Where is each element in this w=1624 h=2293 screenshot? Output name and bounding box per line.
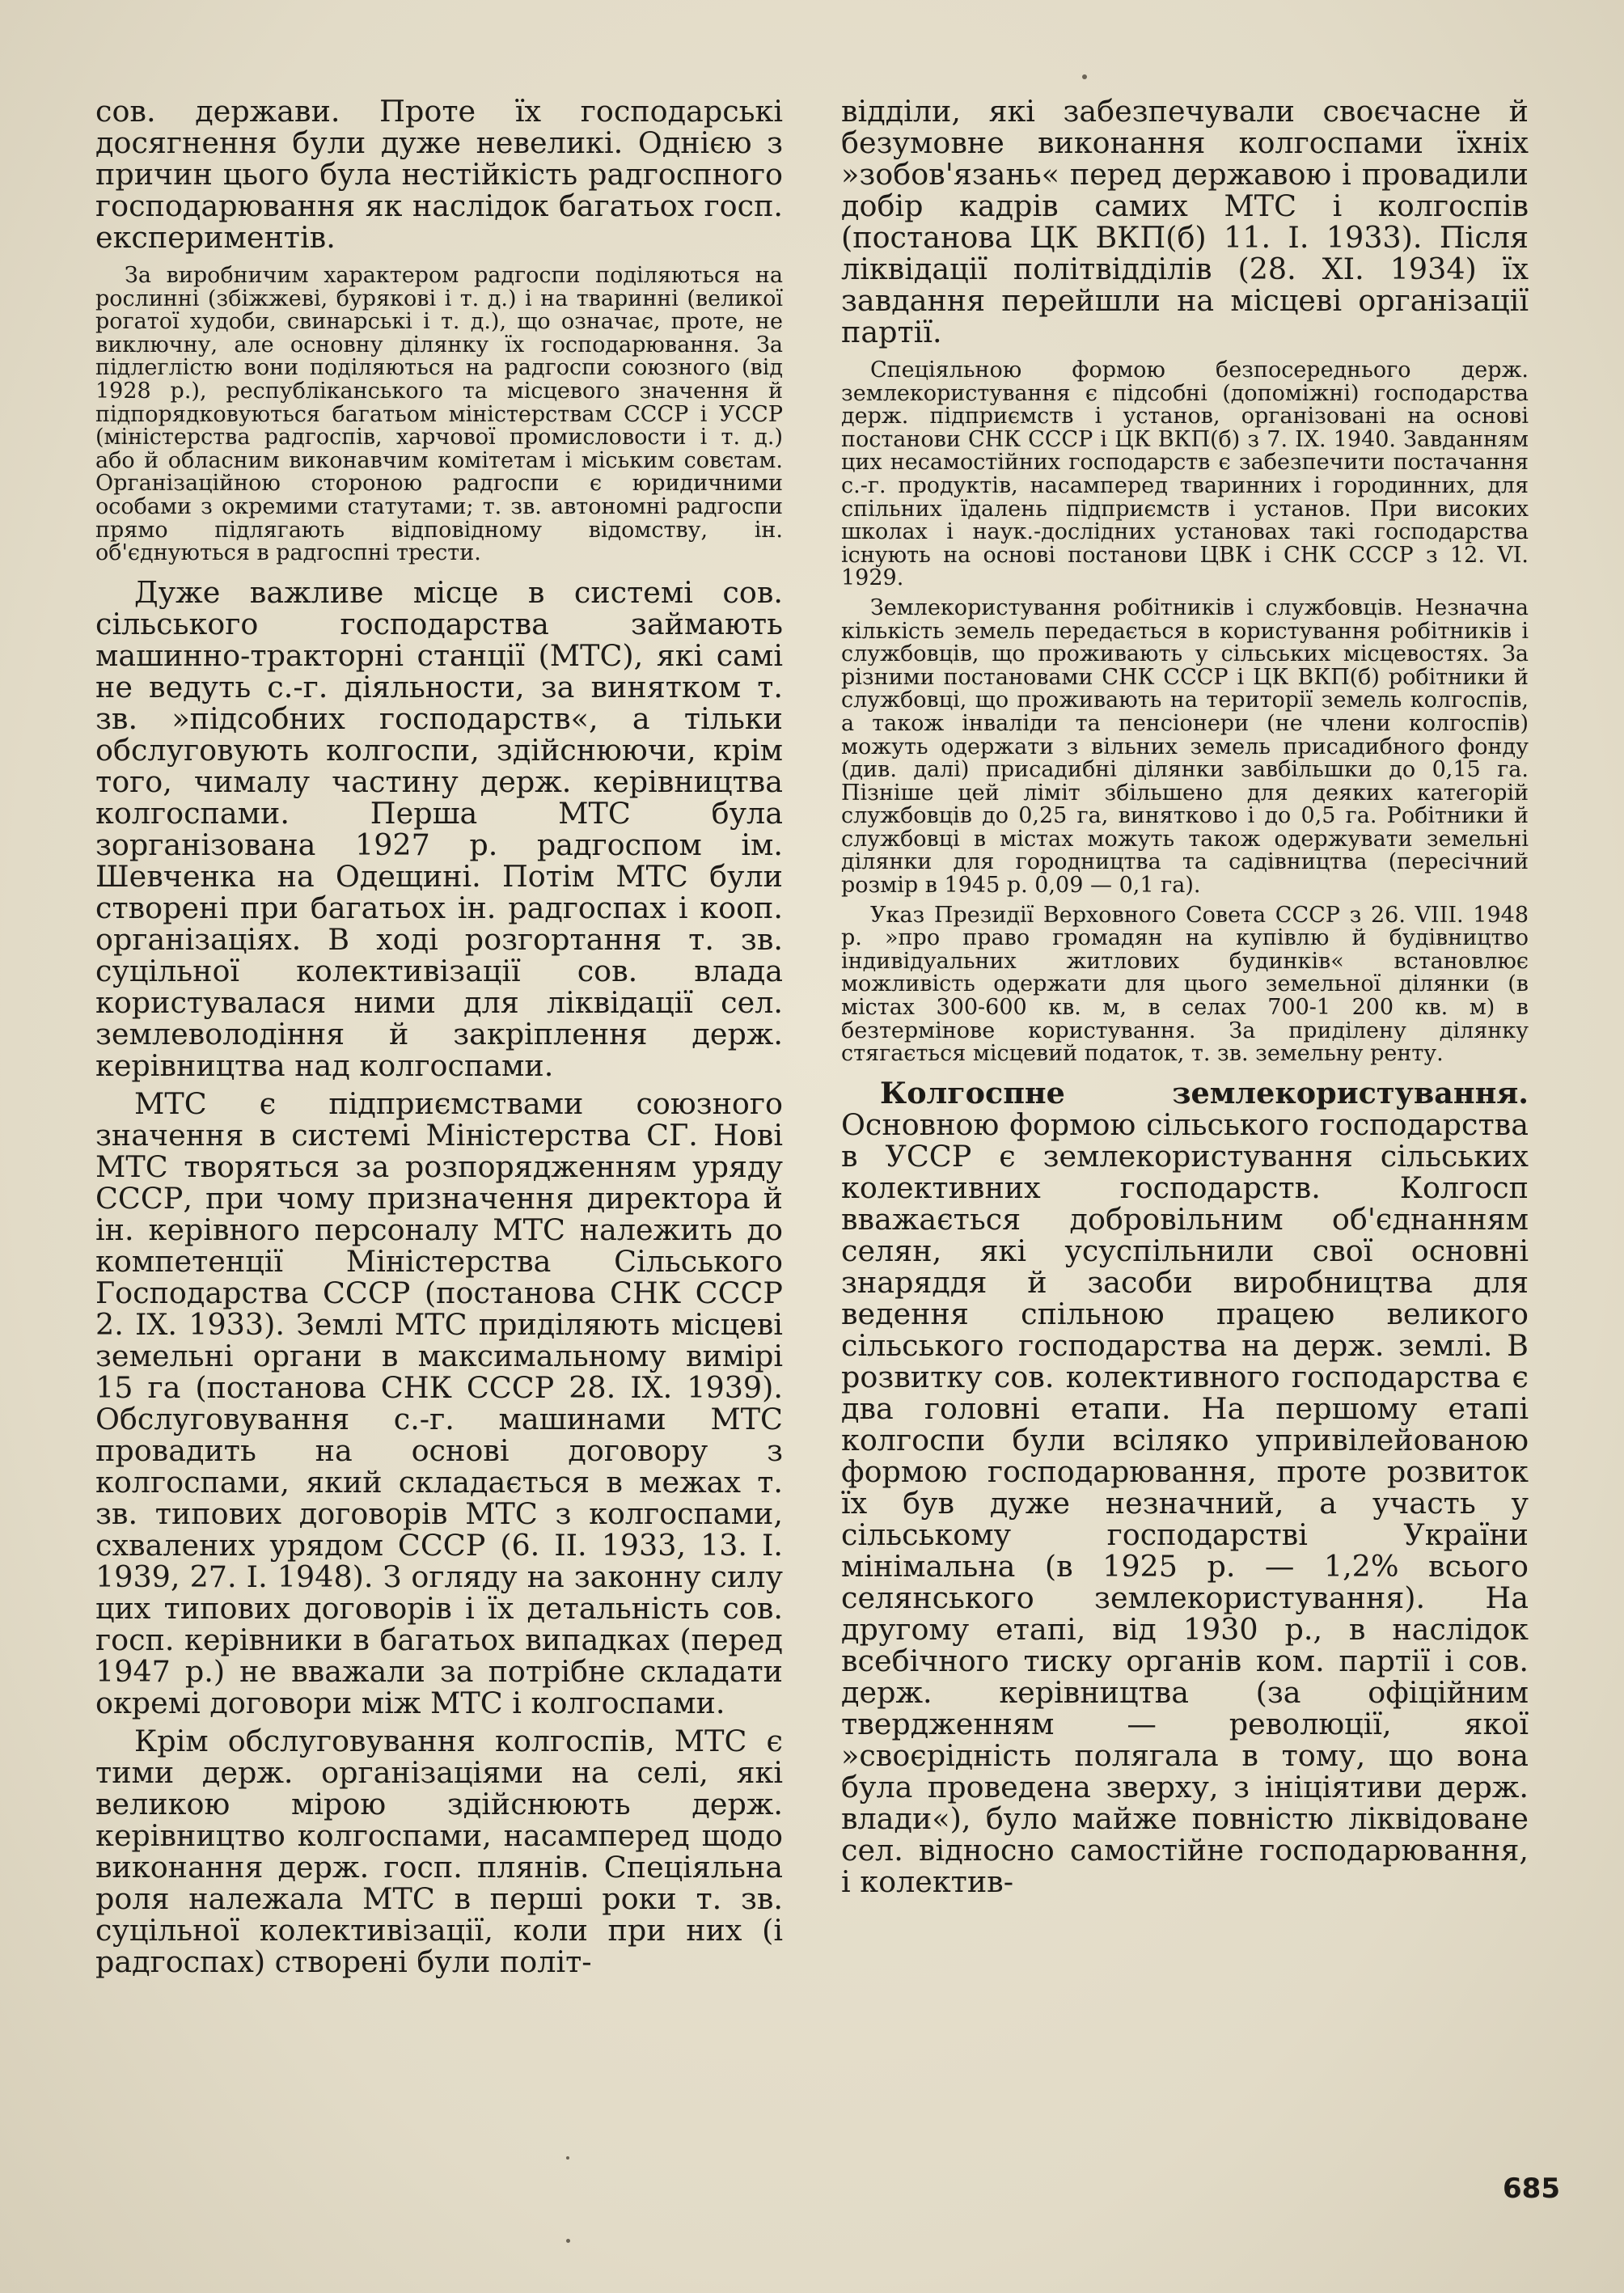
paragraph-body: Основною формою сільського господарства в УССР є землекористування сільських колективних господарств. Колгосп вважається добровільним об'єднанням селян, які усуспільнили свої основні знаряддя й засоби виробництва для ведення спільною працею великого сільського господарства на держ. землі. В розвитку сов. колективного господарства є два головні етапи. На першому етапі колгоспи були всіляко упривілейованою формою господарювання, проте розвиток їх був дуже незначний, а участь у сільському господарстві України мінімальна (в 1925 р. — 1,2% всього селянського землекористування). На другому етапі, від 1930 р., в наслідок всебічного тиску органів ком. партії і сов. держ. керівництва (за офіційним твердженням — революції, якої »своєрідність полягала в тому, що вона була проведена зверху, з ініціятиви держ. влади«), було майже повністю ліквідоване сел. відносно самостійне господарювання, і колектив- [841, 1106, 1529, 1899]
paper-speck [566, 2239, 570, 2243]
paper-speck [1082, 74, 1087, 79]
paragraph-small: Спеціяльною формою безпосереднього держ. землекористування є підсобні (допоміжні) господарства держ. підприємств і установ, організовані на основі постанови СНК СССР і ЦК ВКП(б) з 7. IX. 1940. Завданням цих несамостійних господарств є забезпечити постачання с.-г. продуктів, насамперед тваринних і городинних, для спільних їдалень підприємств і установ. При високих школах і наук.-дослідних установах такі господарства існують на основі постанови ЦВК і СНК СССР з 12. VI. 1929. [841, 357, 1529, 591]
left-column [95, 95, 783, 1978]
section-heading: Колгоспне землекористування. [880, 1075, 1529, 1111]
right-column [841, 95, 1529, 1897]
paragraph: МТС є підприємствами союзного значення в системі Міністерства СГ. Нові МТС творяться за розпорядженням уряду СССР, при чому призначення директора й ін. керівного персоналу МТС належить до компетенції Міністерства Сільського Господарства СССР (постанова СНК СССР 2. IX. 1933). Землі МТС приділяють місцеві земельні органи в максимальному вимірі 15 га (постанова СНК СССР 28. IX. 1939). Обслуговування с.-г. машинами МТС провадить на основі договору з колгоспами, який складається в межах т. зв. типових договорів МТС з колгоспами, схвалених урядом СССР (6. II. 1933, 13. I. 1939, 27. I. 1948). З огляду на законну силу цих типових договорів і їх детальність сов. госп. керівники в багатьох випадках (перед 1947 р.) не вважали за потрібне складати окремі договори між МТС і колгоспами. [95, 1085, 783, 1720]
paragraph-small: Землекористування робітників і службовців. Незначна кількість земель передається в користування робітників і службовців, що проживають у сільських місцевостях. За різними постановами СНК СССР і ЦК ВКП(б) робітники й службовці, що проживають на території земель колгоспів, а також інваліди та пенсіонери (не члени колгоспів) можуть одержати з вільних земель присадибного фонду (див. далі) присадибні ділянки завбільшки до 0,15 га. Пізніше цей ліміт збільшено для деяких категорій службовців до 0,25 га, винятково і до 0,5 га. Робітники й службовці в містах можуть також одержувати земельні ділянки для городництва та садівництва (пересічний розмір в 1945 р. 0,09 — 0,1 га). [841, 594, 1529, 899]
paragraph [841, 1077, 1529, 1897]
paragraph: Крім обслуговування колгоспів, МТС є тими держ. організаціями на селі, які великою мірою здійснюють держ. керівництво колгоспами, насамперед щодо виконання держ. госп. плянів. Спеціяльна роля належала МТС в перші роки т. зв. суцільної колективізації, коли при них (і радгоспах) створені були політ- [95, 1723, 783, 1979]
paragraph-small: За виробничим характером радгоспи поділяються на рослинні (збіжжеві, бурякові і т. д.) і на тваринні (великої рогатої худоби, свинарські і т. д.), що означає, проте, не виключну, але основну ділянку їх господарювання. За підлеглістю вони поділяються на радгоспи союзного (від 1928 р.), республіканського та місцевого значення й підпорядковуються багатьом міністерствам СССР і УССР (міністерства радгоспів, харчової промисловости і т. д.) або й обласним виконавчим комітетам і міським совєтам. Організаційною стороною радгоспи є юридичними особами з окремими статутами; т. зв. автономні радгоспи прямо підлягають відповідному відомству, ін. об'єднуються в радгоспні трести. [95, 263, 783, 566]
paragraph: відділи, які забезпечували своєчасне й безумовне виконання колгоспами їхніх »зобов'язань« перед державою і провадили добір кадрів самих МТС і колгоспів (постанова ЦК ВКП(б) 11. I. 1933). Після ліквідації політвідділів (28. XI. 1934) їх завдання перейшли на місцеві організації партії. [841, 94, 1529, 349]
paragraph-small: Указ Президії Верховного Совета СССР з 26. VIII. 1948 р. »про право громадян на купівлю й будівництво індивідуальних житлових будинків« встановлює можливість одержати для цього земельної ділянки (в містах 300-600 кв. м, в селах 700-1 200 кв. м) в безтермінове користування. За приділену ділянку стягається місцевий податок, т. зв. земельну ренту. [841, 902, 1529, 1067]
page-number: 685 [1503, 2172, 1560, 2205]
paragraph: сов. держави. Проте їх господарські досягнення були дуже невеликі. Однією з причин цього була нестійкість радгоспного господарювання як наслідок багатьох госп. експериментів. [95, 94, 783, 255]
paper-speck [566, 2156, 569, 2160]
paragraph: Дуже важливе місце в системі сов. сільського господарства займають машинно-тракторні станції (МТС), які самі не ведуть с.-г. діяльности, за винятком т. зв. »підсобних господарств«, а тільки обслуговують колгоспи, здійснюючи, крім того, чималу частину держ. керівництва колгоспами. Перша МТС була зорганізована 1927 р. радгоспом ім. Шевченка на Одещині. Потім МТС були створені при багатьох ін. радгоспах і кооп. організаціях. В ході розгортання т. зв. суцільної колективізації сов. влада користувалася ними для ліквідації сел. землеволодіння й закріплення держ. керівництва над колгоспами. [95, 574, 783, 1083]
